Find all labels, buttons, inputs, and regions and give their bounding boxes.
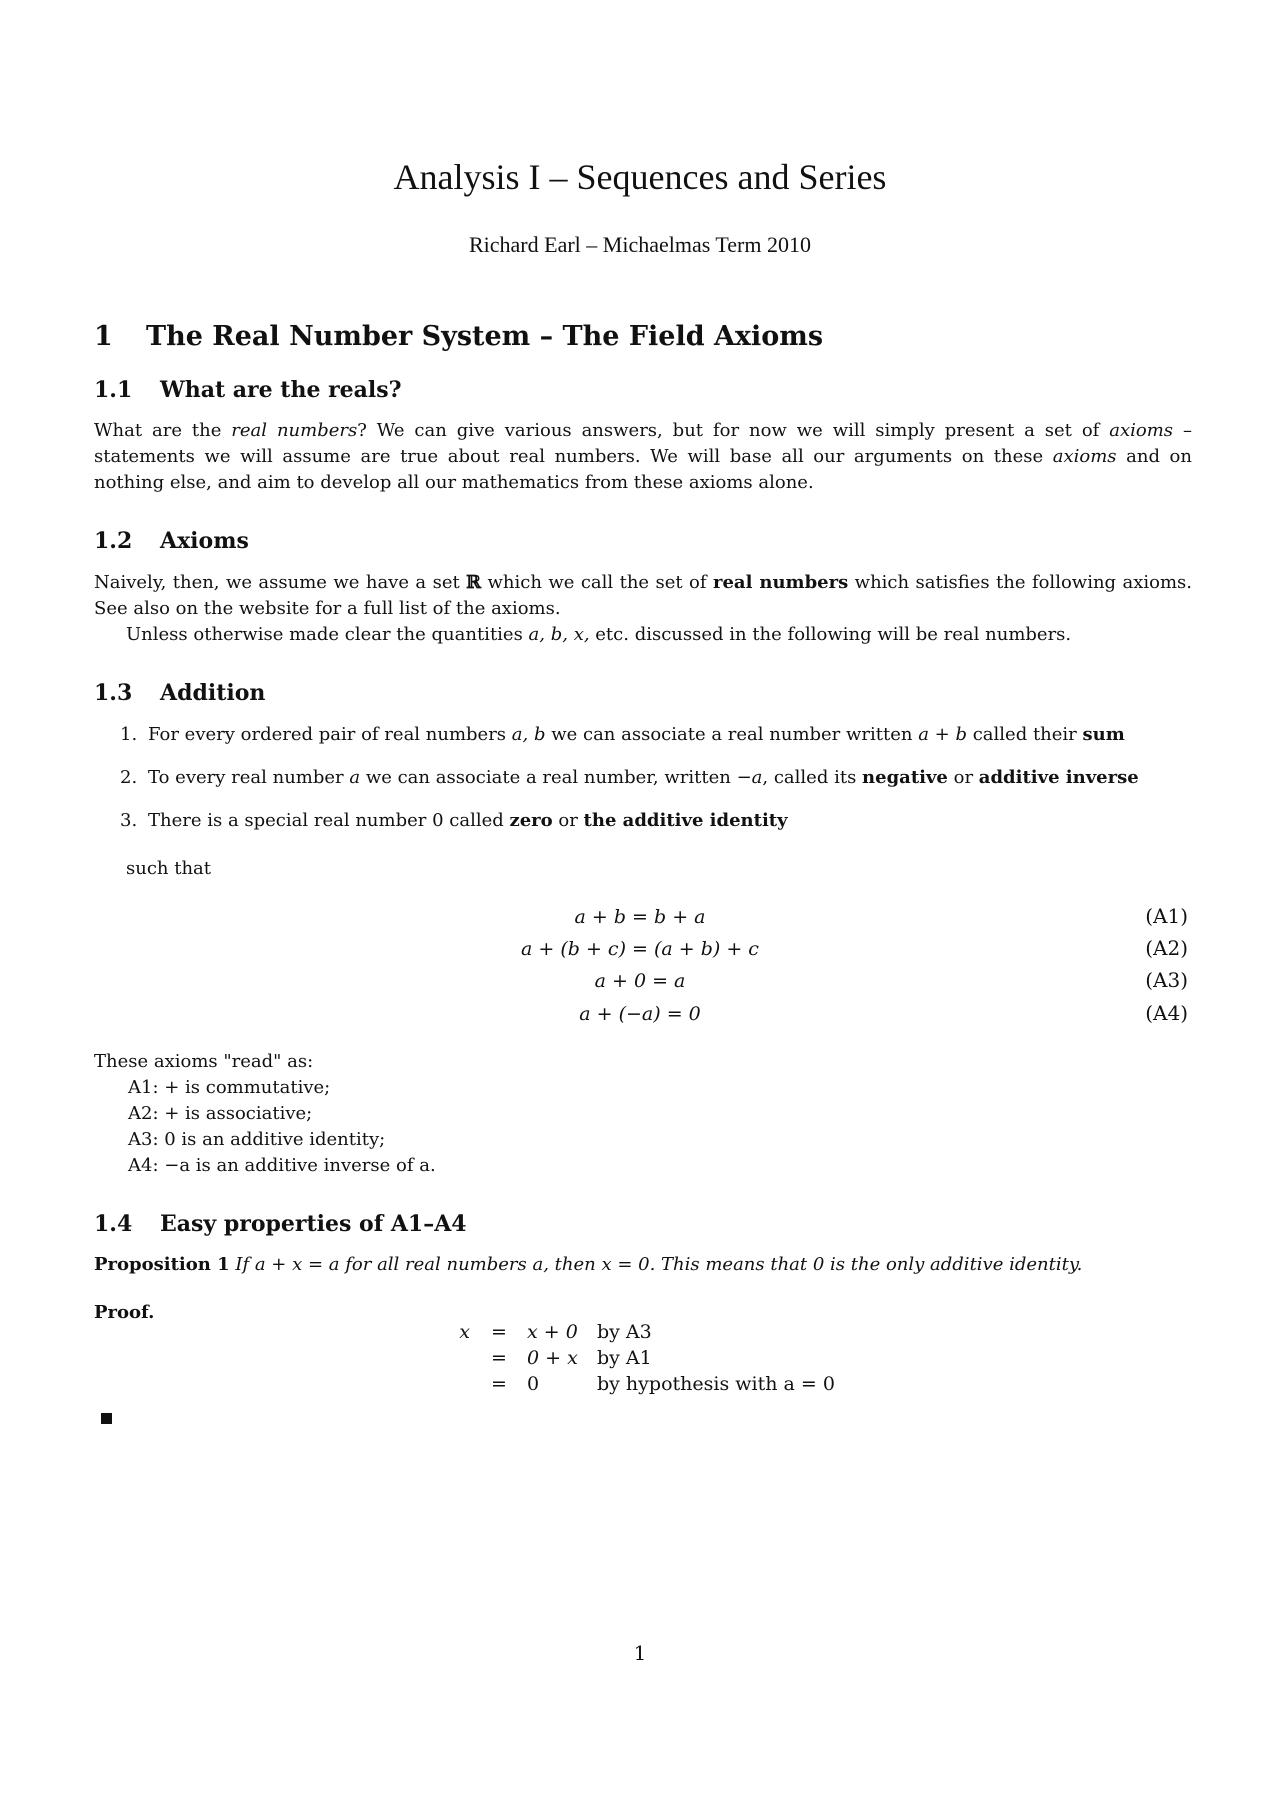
- subsection-title: Axioms: [160, 528, 249, 554]
- list-item: 2. To every real number a we can associate a real number, written −a, called its negative or additive inverse: [120, 767, 1139, 788]
- proof-rhs: 0: [527, 1373, 540, 1395]
- proof-eq: =: [491, 1321, 507, 1343]
- subsection-1-4-heading: [94, 1211, 467, 1237]
- proof-reason: by A1: [597, 1347, 652, 1369]
- proposition-label: Proposition 1: [94, 1254, 230, 1275]
- proposition-1: [94, 1252, 1082, 1278]
- proof-rhs: 0 + x: [527, 1347, 578, 1369]
- text-line: What are the real numbers? We can give various answers, but for now we will simply present a set of axioms –: [94, 420, 1192, 441]
- subsection-1-1-heading: [94, 377, 402, 403]
- page-number: 1: [633, 1641, 647, 1665]
- axiom-reading: A1: + is commutative;: [128, 1077, 331, 1098]
- subsection-title: Easy properties of A1–A4: [160, 1211, 467, 1237]
- equation-a4: a + (−a) = 0: [579, 1003, 701, 1025]
- equation-a3: a + 0 = a: [594, 970, 686, 992]
- subsection-title: Addition: [160, 680, 266, 706]
- proof-reason: by A3: [597, 1321, 652, 1343]
- subsection-1-3-heading: [94, 680, 265, 706]
- axiom-reading: A3: 0 is an additive identity;: [128, 1129, 386, 1150]
- subsection-1-2-heading: [94, 528, 249, 554]
- text-line: nothing else, and aim to develop all our mathematics from these axioms alone.: [94, 472, 814, 493]
- subsection-number: 1.2: [94, 528, 133, 554]
- subsection-title: What are the reals?: [160, 377, 402, 403]
- proposition-text: If a + x = a for all real numbers a, then x = 0. This means that 0 is the only additive identity.: [235, 1254, 1083, 1275]
- proof-rhs: x + 0: [527, 1321, 578, 1343]
- axiom-reading: A4: −a is an additive inverse of a.: [128, 1155, 436, 1176]
- equation-label-a1: (A1): [1145, 904, 1188, 928]
- text-line: These axioms "read" as:: [94, 1051, 314, 1072]
- subsection-number: 1.3: [94, 680, 133, 706]
- section-title: The Real Number System – The Field Axioms: [146, 321, 824, 352]
- subsection-number: 1.4: [94, 1211, 133, 1237]
- text-line: Unless otherwise made clear the quantities a, b, x, etc. discussed in the following will be real numbers.: [126, 624, 1072, 645]
- list-item: 3. There is a special real number 0 called zero or the additive identity: [120, 810, 788, 831]
- section-1-heading: [94, 321, 823, 352]
- equation-label-a2: (A2): [1145, 936, 1188, 960]
- text-line: statements we will assume are true about real numbers. We will base all our arguments on these axioms and on: [94, 446, 1192, 467]
- text-line: See also on the website for a full list of the axioms.: [94, 598, 561, 619]
- proof-reason: by hypothesis with a = 0: [597, 1373, 835, 1395]
- such-that-text: such that: [126, 858, 212, 879]
- equation-a1: a + b = b + a: [574, 906, 706, 928]
- list-item: 1. For every ordered pair of real numbers a, b we can associate a real number written a + b called their sum: [120, 724, 1125, 745]
- equation-label-a4: (A4): [1145, 1001, 1188, 1025]
- equation-a2: a + (b + c) = (a + b) + c: [521, 938, 759, 960]
- proof-lhs: x: [459, 1321, 470, 1343]
- subsection-number: 1.1: [94, 377, 133, 403]
- paragraph-what-are-reals: [94, 418, 1192, 496]
- section-number: 1: [94, 321, 113, 352]
- equation-label-a3: (A3): [1145, 968, 1188, 992]
- proof-eq: =: [491, 1347, 507, 1369]
- document-title: Analysis I – Sequences and Series: [393, 157, 887, 197]
- document-author: Richard Earl – Michaelmas Term 2010: [468, 232, 811, 257]
- proof-label: Proof.: [94, 1302, 155, 1323]
- qed-square-icon: [101, 1413, 112, 1424]
- proof-eq: =: [491, 1373, 507, 1395]
- axioms-read-block: [94, 1049, 436, 1179]
- axiom-reading: A2: + is associative;: [128, 1103, 313, 1124]
- paragraph-axioms: [94, 570, 1192, 648]
- text-line: Naively, then, we assume we have a set ℝ which we call the set of real numbers which satisfies the following axioms.: [94, 572, 1192, 593]
